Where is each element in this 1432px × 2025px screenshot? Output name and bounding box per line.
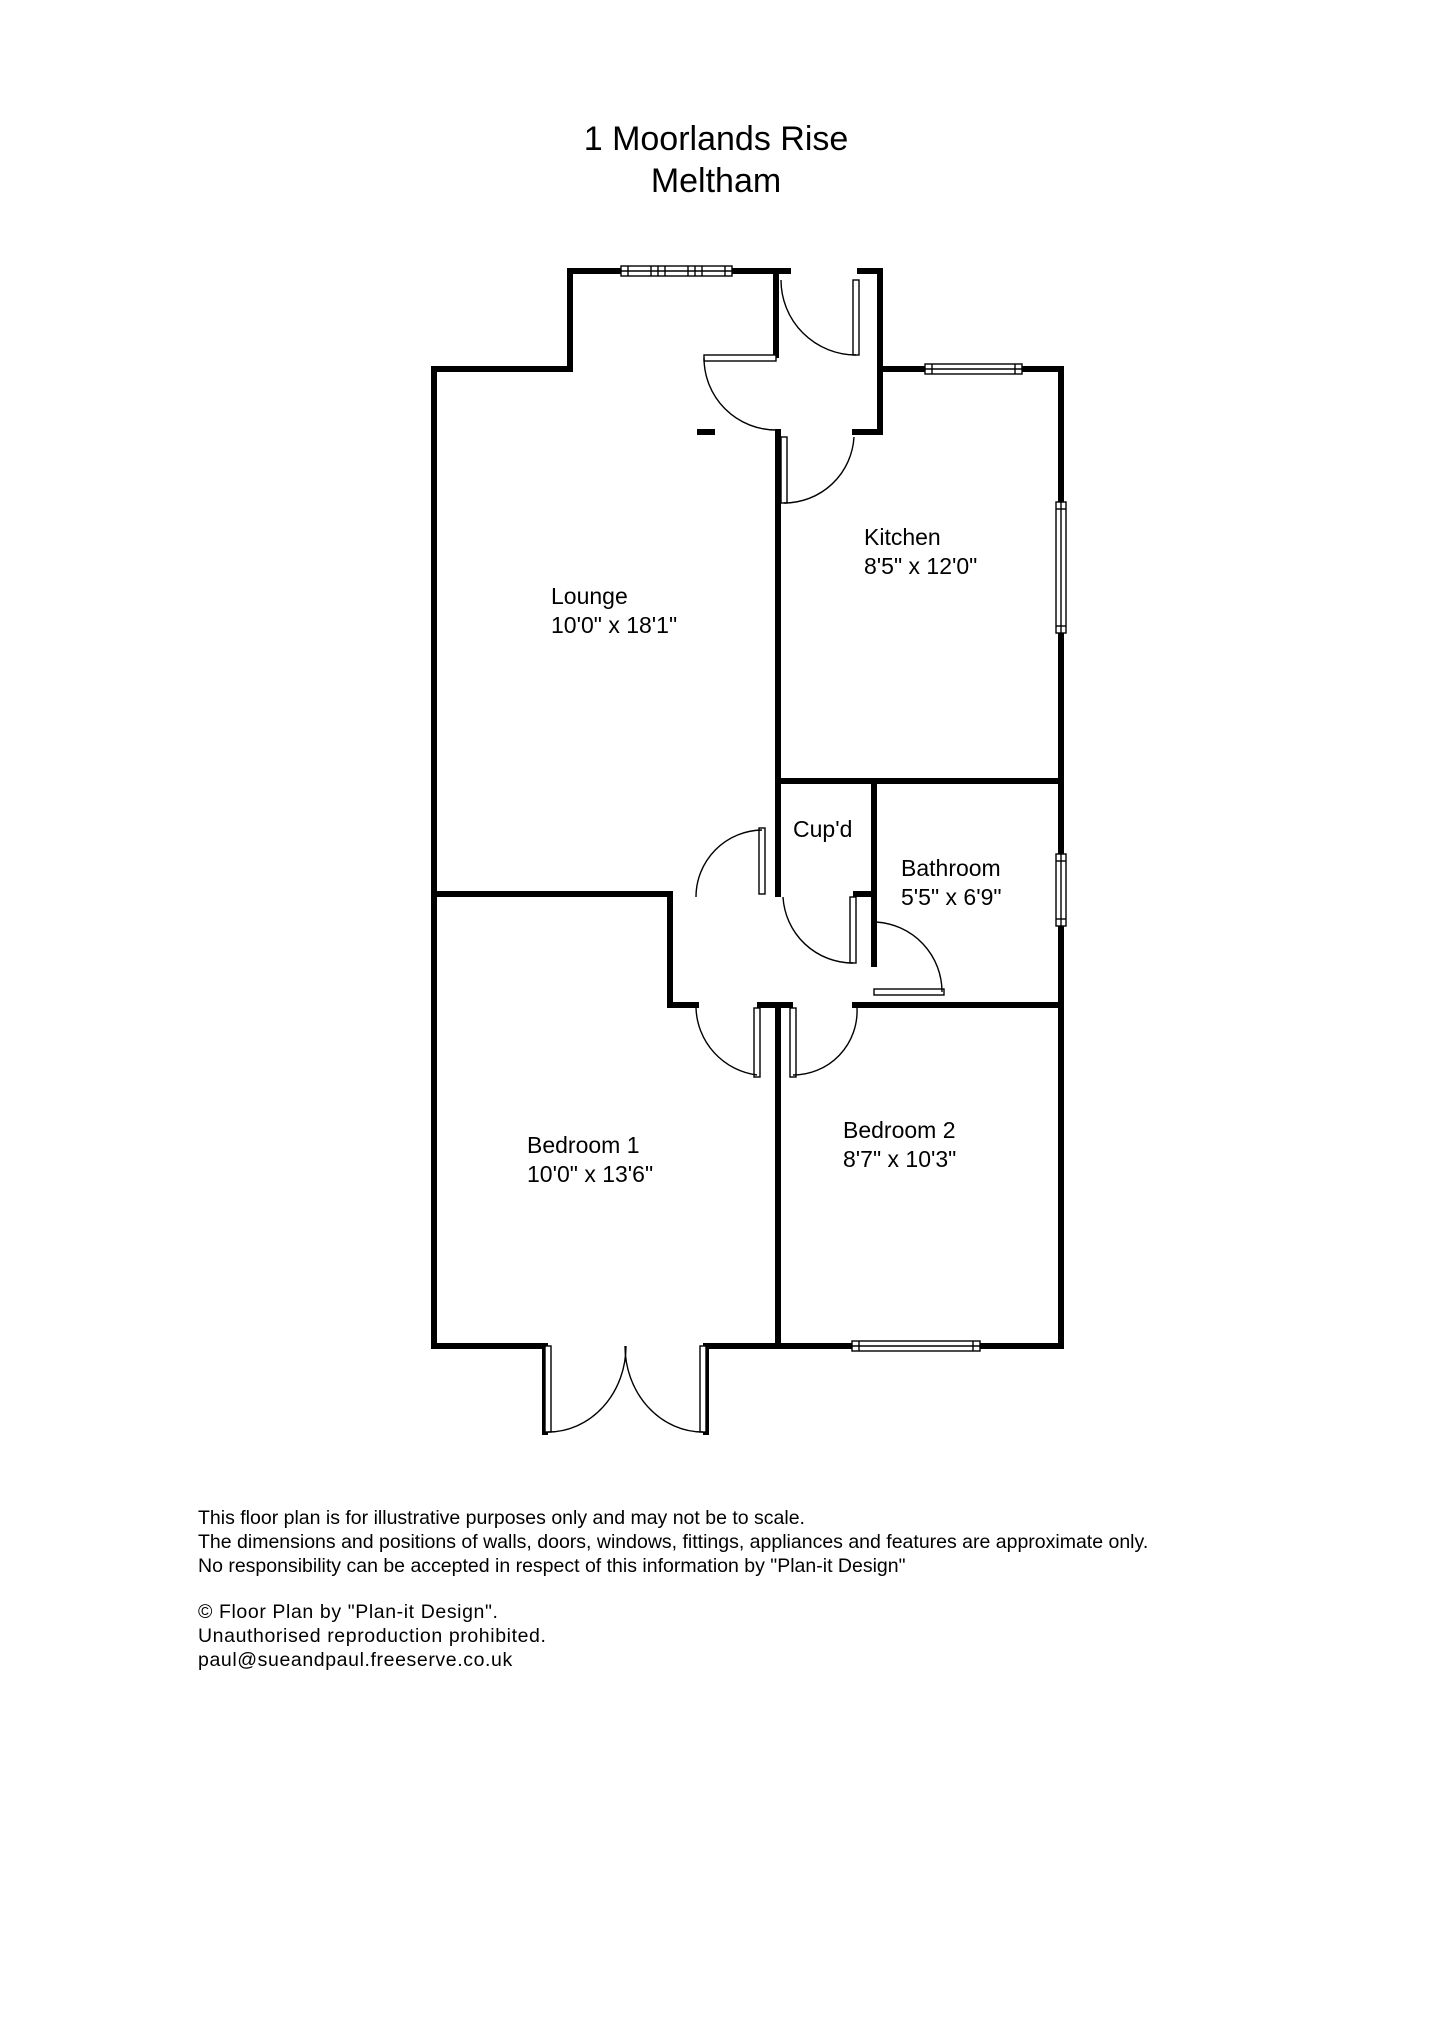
front-door — [781, 280, 859, 355]
kitchen-name: Kitchen — [864, 524, 941, 550]
lounge-dims: 10'0" x 18'1" — [551, 612, 678, 638]
bathroom-window — [1056, 854, 1066, 926]
windows — [621, 266, 1066, 1351]
bathroom-dims: 5'5" x 6'9" — [901, 884, 1002, 910]
credits-email: paul@sueandpaul.freeserve.co.uk — [198, 1649, 513, 1671]
disclaimer-line-1: This floor plan is for illustrative purposes only and may not be to scale. — [198, 1507, 805, 1529]
lounge-door — [704, 355, 776, 430]
bedroom2-door — [790, 1008, 857, 1077]
title-town: Meltham — [650, 162, 782, 200]
lounge-top-wall — [434, 271, 621, 369]
doors — [545, 280, 944, 1432]
lounge-name: Lounge — [551, 583, 628, 609]
credits — [198, 1600, 547, 1672]
bedroom1-door — [696, 1008, 760, 1077]
bedroom1-dims: 10'0" x 13'6" — [527, 1161, 654, 1187]
bedroom2-name: Bedroom 2 — [843, 1117, 956, 1143]
bedroom2-window — [852, 1341, 980, 1351]
credits-copyright: © Floor Plan by "Plan-it Design". — [198, 1601, 499, 1623]
hall-lounge-door — [696, 828, 765, 897]
bedroom1-name: Bedroom 1 — [527, 1132, 640, 1158]
title-address: 1 Moorlands Rise — [583, 120, 849, 158]
kitchen-door — [781, 437, 854, 503]
french-doors — [545, 1346, 706, 1432]
bathroom-door — [874, 922, 944, 995]
disclaimer — [198, 1506, 1148, 1578]
cupboard-door — [783, 897, 856, 963]
credits-reproduction: Unauthorised reproduction prohibited. — [198, 1625, 547, 1647]
bedroom2-dims: 8'7" x 10'3" — [843, 1146, 957, 1172]
disclaimer-line-3: No responsibility can be accepted in respect of this information by "Plan-it Design" — [198, 1555, 906, 1577]
kitchen-top-window — [925, 364, 1022, 374]
cupboard-name: Cup'd — [793, 816, 853, 842]
lounge-window — [621, 266, 732, 276]
outer-walls — [434, 271, 1061, 1432]
kitchen-side-window — [1056, 502, 1066, 633]
bathroom-name: Bathroom — [901, 855, 1001, 881]
disclaimer-line-2: The dimensions and positions of walls, doors, windows, fittings, appliances and features are approximate only. — [198, 1531, 1149, 1553]
kitchen-dims: 8'5" x 12'0" — [864, 553, 978, 579]
